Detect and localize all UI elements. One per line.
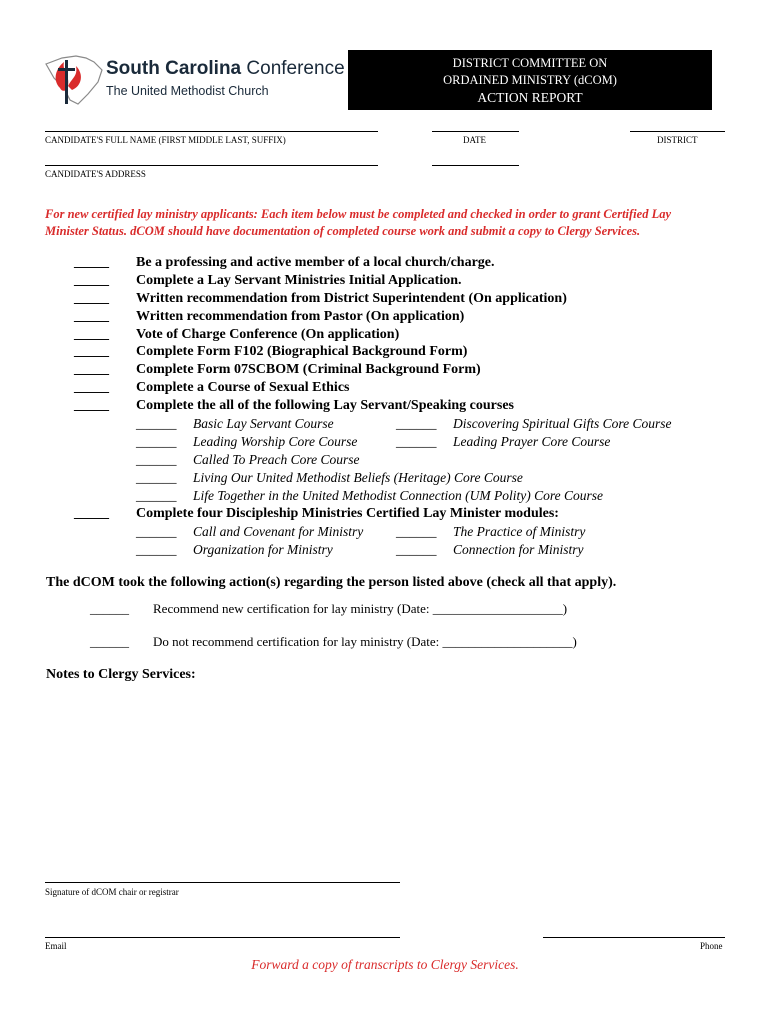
module-blank[interactable]: ______ xyxy=(136,542,177,557)
check-blank[interactable]: _____ xyxy=(74,506,109,521)
action-blank[interactable]: ______ xyxy=(90,634,129,649)
checklist-item-label: Complete the all of the following Lay Servant/Speaking courses xyxy=(136,398,514,413)
course-label: Leading Worship Core Course xyxy=(193,434,358,449)
notes-heading: Notes to Clergy Services: xyxy=(46,667,196,682)
action-label: Recommend new certification for lay ministry (Date: ____________________) xyxy=(153,601,568,616)
course-label: Leading Prayer Core Course xyxy=(453,434,611,449)
phone-label: Phone xyxy=(700,941,723,951)
checklist-item-label: Written recommendation from Pastor (On application) xyxy=(136,309,465,324)
address-line[interactable] xyxy=(45,165,378,166)
instructions-text: For new certified lay ministry applicants: Each item below must be completed and checked in order to grant Certified Lay Minister Status. dCOM should have documentation of completed course work and submit a copy to Clergy Services. xyxy=(45,207,672,238)
module-label: Organization for Ministry xyxy=(193,542,333,557)
module-blank[interactable]: ______ xyxy=(396,524,437,539)
checklist-item-label: Complete a Lay Servant Ministries Initial Application. xyxy=(136,273,462,288)
check-blank[interactable]: _____ xyxy=(74,255,109,270)
module-label: The Practice of Ministry xyxy=(453,524,586,539)
check-blank[interactable]: _____ xyxy=(74,327,109,342)
conference-logo xyxy=(42,50,345,110)
action-not-recommend[interactable] xyxy=(90,634,577,650)
course-label: Life Together in the United Methodist Connection (UM Polity) Core Course xyxy=(193,488,603,503)
email-line[interactable] xyxy=(45,937,400,938)
checklist-item-label: Complete a Course of Sexual Ethics xyxy=(136,380,350,395)
course-blank[interactable]: ______ xyxy=(136,488,177,503)
logo-title: South Carolina Conference xyxy=(106,58,345,79)
email-label: Email xyxy=(45,941,67,951)
course-blank[interactable]: ______ xyxy=(396,434,437,449)
notes-area[interactable] xyxy=(46,690,726,870)
module-blank[interactable]: ______ xyxy=(136,524,177,539)
action-blank[interactable]: ______ xyxy=(90,601,129,616)
footer-instruction: Forward a copy of transcripts to Clergy Services. xyxy=(251,957,519,972)
action-recommend[interactable] xyxy=(90,601,568,617)
checklist-item-label: Written recommendation from District Superintendent (On application) xyxy=(136,291,567,306)
address-line-2[interactable] xyxy=(432,165,519,166)
course-label: Discovering Spiritual Gifts Core Course xyxy=(453,416,672,431)
check-blank[interactable]: _____ xyxy=(74,362,109,377)
cross-and-flame-icon xyxy=(42,52,104,108)
module-label: Connection for Ministry xyxy=(453,542,584,557)
check-blank[interactable]: _____ xyxy=(74,398,109,413)
report-title-line: DISTRICT COMMITTEE ON xyxy=(452,56,608,70)
action-heading: The dCOM took the following action(s) regarding the person listed above (check all that apply). xyxy=(46,575,617,590)
course-label: Living Our United Methodist Beliefs (Heritage) Core Course xyxy=(193,470,523,485)
checklist-item-label: Complete four Discipleship Ministries Certified Lay Minister modules: xyxy=(136,506,559,521)
checklist-item-label: Be a professing and active member of a local church/charge. xyxy=(136,255,495,270)
full-name-label: CANDIDATE'S FULL NAME (FIRST MIDDLE LAST, SUFFIX) xyxy=(45,135,286,145)
course-blank[interactable]: ______ xyxy=(136,434,177,449)
phone-line[interactable] xyxy=(543,937,725,938)
report-title-line: ORDAINED MINISTRY (dCOM) xyxy=(443,73,617,87)
check-blank[interactable]: _____ xyxy=(74,273,109,288)
course-blank[interactable]: ______ xyxy=(136,416,177,431)
signature-label: Signature of dCOM chair or registrar xyxy=(45,887,179,897)
district-line[interactable] xyxy=(630,131,725,132)
check-blank[interactable]: _____ xyxy=(74,344,109,359)
full-name-line[interactable] xyxy=(45,131,378,132)
checklist-item-label: Vote of Charge Conference (On application) xyxy=(136,327,400,342)
check-blank[interactable]: _____ xyxy=(74,309,109,324)
course-blank[interactable]: ______ xyxy=(136,470,177,485)
course-blank[interactable]: ______ xyxy=(396,416,437,431)
checklist-item-label: Complete Form F102 (Biographical Background Form) xyxy=(136,344,468,359)
date-line[interactable] xyxy=(432,131,519,132)
course-label: Basic Lay Servant Course xyxy=(193,416,334,431)
module-label: Call and Covenant for Ministry xyxy=(193,524,364,539)
module-blank[interactable]: ______ xyxy=(396,542,437,557)
course-label: Called To Preach Core Course xyxy=(193,452,360,467)
district-label: DISTRICT xyxy=(657,135,698,145)
address-label: CANDIDATE'S ADDRESS xyxy=(45,169,146,179)
checklist-item-label: Complete Form 07SCBOM (Criminal Background Form) xyxy=(136,362,481,377)
report-title-box xyxy=(348,50,712,110)
check-blank[interactable]: _____ xyxy=(74,291,109,306)
logo-subtitle: The United Methodist Church xyxy=(106,84,269,98)
action-label: Do not recommend certification for lay ministry (Date: ____________________) xyxy=(153,634,577,649)
report-title-line: ACTION REPORT xyxy=(477,90,583,105)
course-blank[interactable]: ______ xyxy=(136,452,177,467)
date-label: DATE xyxy=(463,135,486,145)
check-blank[interactable]: _____ xyxy=(74,380,109,395)
signature-line[interactable] xyxy=(45,882,400,883)
